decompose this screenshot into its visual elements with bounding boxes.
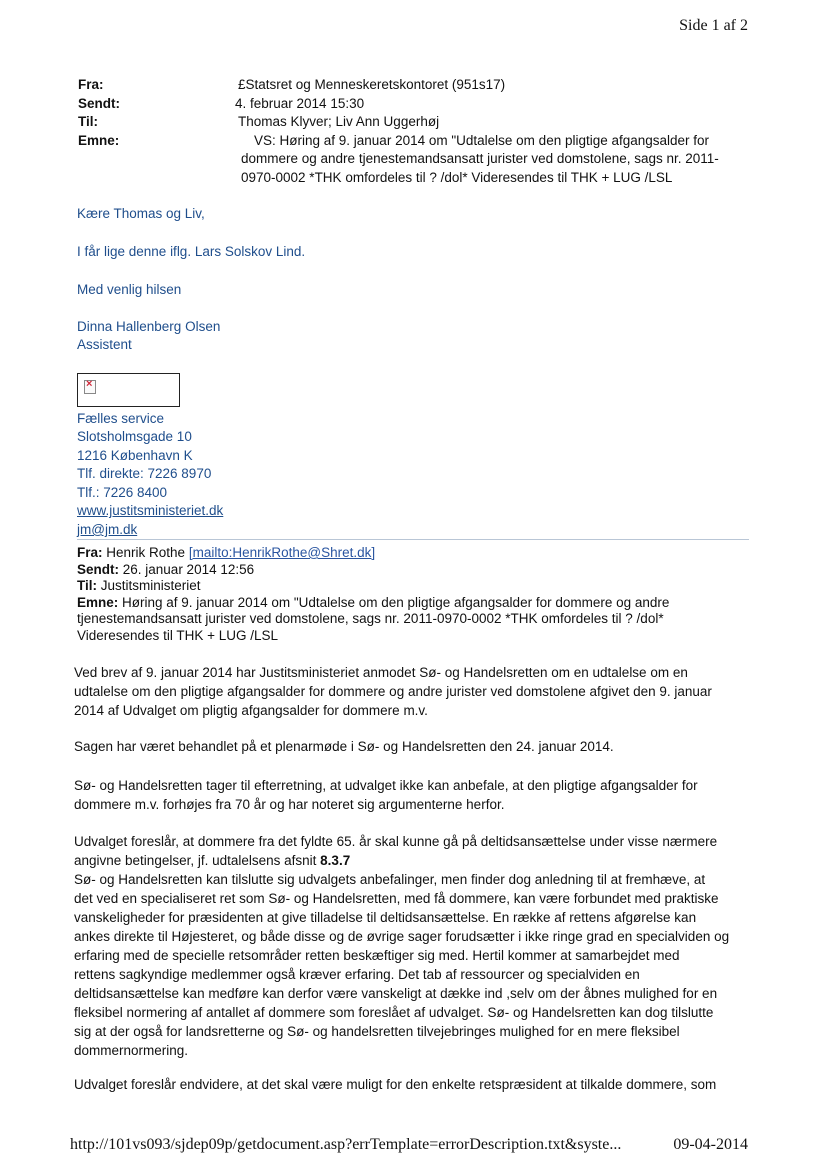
header-sent-label: Sendt:: [78, 95, 120, 111]
sender-name: Dinna Hallenberg Olsen: [77, 319, 221, 334]
signature-dept: Fælles service: [77, 411, 165, 426]
body-line: sig at der også for landsretterne og Sø- og handelsretten tilvejebringes mulighed for en mere fleksibel: [74, 1024, 680, 1039]
sender-title: Assistent: [77, 337, 132, 352]
header-from-row: [78, 76, 758, 95]
body-line: Ved brev af 9. januar 2014 har Justitsministeriet anmodet Sø- og Handelsretten om en udtalelse om en: [74, 665, 688, 680]
forwarded-to-label: Til:: [77, 578, 97, 593]
body-paragraph: [74, 1075, 754, 1094]
subject-line: VS: Høring af 9. januar 2014 om "Udtalelse om den pligtige afgangsalder for: [254, 132, 710, 148]
forwarded-from-name: Henrik Rothe: [106, 545, 186, 560]
header-to-label: Til:: [78, 114, 98, 129]
page-number: Side 1 af 2: [679, 17, 748, 34]
forwarded-to-row: [77, 578, 747, 595]
body-line: Udvalget foreslår, at dommere fra det fyldte 65. år skal kunne gå på deltidsansættelse under visse nærmere: [74, 834, 718, 849]
message-line: I får lige denne iflg. Lars Solskov Lind.: [77, 244, 306, 259]
header-to-value: Thomas Klyver; Liv Ann Uggerhøj: [238, 114, 440, 129]
body-line: dommere m.v. forhøjes fra 70 år og har noteret sig argumenterne herfor.: [74, 797, 505, 812]
signature-phone: Tlf.: 7226 8400: [77, 485, 168, 500]
section-reference: 8.3.7: [320, 853, 351, 868]
body-line: Sø- og Handelsretten tager til efterretning, at udvalget ikke kan anbefale, at den pligtige afgangsalder for: [74, 778, 698, 793]
email-header: [78, 76, 758, 187]
header-sent-value: 4. februar 2014 15:30: [235, 95, 365, 111]
header-from-value: £Statsret og Menneskeretskontoret (951s17): [238, 77, 506, 92]
email-link[interactable]: jm@jm.dk: [77, 522, 138, 537]
header-to-row: [78, 113, 758, 132]
body-line: [74, 851, 754, 870]
body-paragraph: [74, 776, 754, 814]
body-line: rettens sagkyndige medlemmer også kræver erfaring. Det tab af ressourcer og specialviden en: [74, 967, 640, 982]
missing-image-placeholder: [77, 373, 180, 407]
forwarded-subject-line: Videresendes til THK + LUG /LSL: [77, 627, 278, 643]
website-link[interactable]: www.justitsministeriet.dk: [77, 503, 224, 518]
body-line: Udvalget foreslår endvidere, at det skal være muligt for den enkelte retspræsident at tilkalde dommere, som: [74, 1077, 717, 1092]
closing: Med venlig hilsen: [77, 282, 182, 297]
greeting: Kære Thomas og Liv,: [77, 206, 205, 221]
subject-line: 0970-0002 *THK omfordeles til ? /dol* Videresendes til THK + LUG /LSL: [241, 169, 673, 185]
body-line: det ved en specialiseret ret som Sø- og Handelsretten, med få dommere, kan være forbundet med praktiske: [74, 891, 719, 906]
body-line: erfaring med de specielle retsområder retten beskæftiger sig med. Hertil kommer at samarbejdet med: [74, 948, 680, 963]
header-subject-value: [238, 132, 758, 188]
forwarded-sent-label: Sendt:: [77, 561, 119, 577]
broken-image-icon: [84, 380, 96, 394]
forwarded-sent-row: [77, 562, 747, 579]
body-paragraph: [74, 832, 754, 1060]
forwarded-subject-row: [77, 595, 747, 612]
forwarded-subject-value: Høring af 9. januar 2014 om "Udtalelse om den pligtige afgangsalder for dommere og andre: [122, 594, 670, 610]
footer-date: 09-04-2014: [673, 1136, 748, 1153]
body-line: 2014 af Udvalget om pligtig afgangsalder for dommere m.v.: [74, 703, 428, 718]
body-paragraph: [74, 737, 754, 756]
body-text: angivne betingelser, jf. udtalelsens afsnit: [74, 853, 321, 868]
forwarded-subject-line: tjenestemandsansatt jurister ved domstolene, sags nr. 2011-0970-0002 *THK omfordeles til ? /dol*: [77, 611, 664, 626]
body-line: deltidsansættelse kan medføre kan derfor være vanskeligt at dække ind ,selv om der åbnes mulighed for en: [74, 986, 718, 1001]
body-line: Sø- og Handelsretten kan tilslutte sig udvalgets anbefalinger, men finder dog anledning til at fremhæve, at: [74, 872, 706, 887]
header-subject-row: [78, 132, 758, 188]
signature-phone-direct: Tlf. direkte: 7226 8970: [77, 466, 212, 481]
forwarded-from-row: [77, 545, 747, 562]
footer-url: http://101vs093/sjdep09p/getdocument.asp?errTemplate=errorDescription.txt&syste...: [70, 1136, 622, 1153]
body-line: dommernormering.: [74, 1043, 189, 1058]
body-line: udtalelse om den pligtige afgangsalder for dommere og andre jurister ved domstolene afgivet den 9. januar: [74, 684, 712, 699]
forwarded-header: [77, 545, 747, 644]
signature-city: 1216 København K: [77, 448, 193, 463]
signature-street: Slotsholmsgade 10: [77, 429, 192, 444]
body-line: vanskeligheder for præsidenten at give tilladelse til deltidsansættelse. En række af rettens afgørelse kan: [74, 910, 697, 925]
body-line: Sagen har været behandlet på et plenarmøde i Sø- og Handelsretten den 24. januar 2014.: [74, 739, 614, 754]
body-line: fleksibel normering af antallet af dommere som foreslået af udvalget. Sø- og Handelsretten kan dog tilslutte: [74, 1005, 714, 1020]
forwarded-sent-value: 26. januar 2014 12:56: [122, 561, 255, 577]
separator-line: [77, 539, 749, 540]
forwarded-mailto-link[interactable]: [mailto:HenrikRothe@Shret.dk]: [188, 545, 376, 560]
header-subject-label: Emne:: [78, 132, 120, 148]
header-sent-row: [78, 95, 758, 114]
body-paragraph: [74, 663, 754, 720]
header-from-label: Fra:: [78, 77, 104, 92]
forwarded-subject-label: Emne:: [77, 594, 119, 610]
forwarded-to-value: Justitsministeriet: [100, 578, 201, 593]
subject-line: dommere og andre tjenestemandsansatt jurister ved domstolene, sags nr. 2011-: [241, 151, 719, 166]
body-line: ankes direkte til Højesteret, og både disse og de øvrige sager forudsætter i ikke ringe grad en specialviden og: [74, 929, 730, 944]
forwarded-from-label: Fra:: [77, 545, 103, 560]
